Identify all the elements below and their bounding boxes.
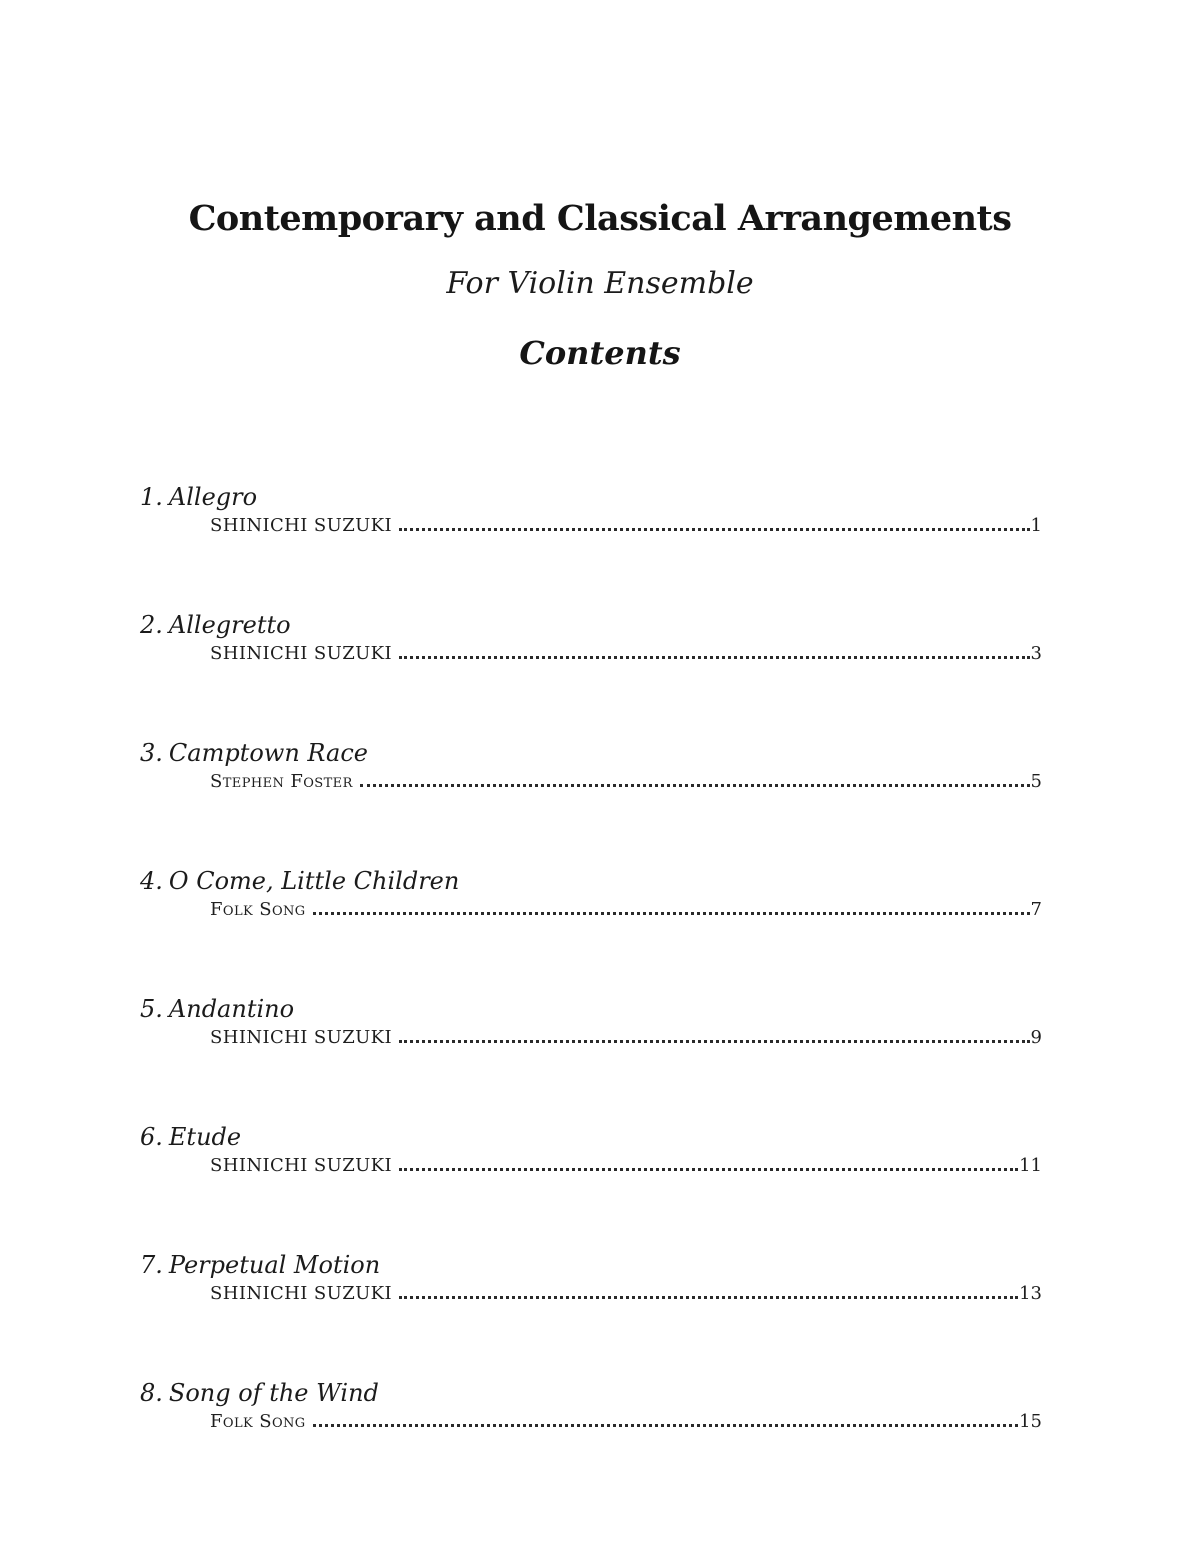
toc-entry [140,1250,1042,1378]
toc-entry-composer-row [210,642,1042,666]
toc-entry-title: O Come, Little Children [168,867,460,895]
toc-entry-page-number: 15 [1019,1411,1042,1432]
toc-entry-page-number: 3 [1030,643,1042,664]
toc-entry-number: 8. [140,1379,163,1407]
toc-entry-composer-row [210,1410,1042,1434]
toc-entry [140,610,1042,738]
toc-entry-title-line [140,1122,1042,1152]
toc-entry-title-line [140,610,1042,640]
contents-heading: Contents [519,334,681,372]
dotted-leader [399,1296,1018,1299]
dotted-leader [313,1424,1019,1427]
dotted-leader [399,528,1030,531]
toc-entry-title: Andantino [168,995,295,1023]
toc-entry-composer: SHINICHI SUZUKI [210,1155,393,1176]
table-of-contents [140,482,1042,1506]
dotted-leader [360,784,1030,787]
toc-entry-title: Camptown Race [168,739,368,767]
toc-entry-number: 3. [140,739,163,767]
toc-entry-title-line [140,738,1042,768]
toc-entry-composer-row [210,1026,1042,1050]
toc-entry-composer-row [210,514,1042,538]
toc-entry-title-line [140,482,1042,512]
toc-entry-number: 2. [140,611,163,639]
toc-entry-title-line [140,1378,1042,1408]
toc-entry-title: Etude [168,1123,242,1151]
toc-entry [140,738,1042,866]
toc-entry-composer: SHINICHI SUZUKI [210,1027,393,1048]
toc-entry-composer-row [210,1282,1042,1306]
toc-entry-title-line [140,866,1042,896]
toc-entry-page-number: 11 [1019,1155,1042,1176]
toc-entry-title: Allegretto [168,611,291,639]
toc-entry-page-number: 13 [1019,1283,1042,1304]
toc-entry-composer: Folk Song [210,1411,306,1432]
dotted-leader [399,656,1030,659]
toc-entry-composer: Folk Song [210,899,306,920]
dotted-leader [399,1168,1018,1171]
toc-entry-number: 6. [140,1123,163,1151]
dotted-leader [313,912,1030,915]
toc-entry-number: 5. [140,995,163,1023]
toc-entry-number: 1. [140,483,163,511]
toc-entry-title: Allegro [168,483,258,511]
heading-block [0,0,1200,372]
toc-entry-page-number: 1 [1030,515,1042,536]
toc-entry [140,1378,1042,1506]
document-subtitle: For Violin Ensemble [446,266,754,301]
toc-entry-composer: Stephen Foster [210,771,353,792]
document-title: Contemporary and Classical Arrangements [188,198,1012,239]
toc-entry-number: 4. [140,867,163,895]
toc-entry [140,1122,1042,1250]
toc-entry-composer-row [210,898,1042,922]
toc-entry-composer: SHINICHI SUZUKI [210,1283,393,1304]
toc-entry [140,482,1042,610]
toc-entry [140,866,1042,994]
toc-entry-number: 7. [140,1251,163,1279]
dotted-leader [399,1040,1030,1043]
toc-entry-page-number: 7 [1030,899,1042,920]
toc-entry-page-number: 5 [1030,771,1042,792]
toc-entry-page-number: 9 [1030,1027,1042,1048]
toc-entry-composer: SHINICHI SUZUKI [210,643,393,664]
toc-entry-title: Song of the Wind [168,1379,379,1407]
toc-entry-composer-row [210,1154,1042,1178]
toc-entry-composer-row [210,770,1042,794]
toc-entry-title-line [140,994,1042,1024]
toc-entry-composer: SHINICHI SUZUKI [210,515,393,536]
toc-entry-title-line [140,1250,1042,1280]
toc-entry-title: Perpetual Motion [168,1251,381,1279]
toc-entry [140,994,1042,1122]
